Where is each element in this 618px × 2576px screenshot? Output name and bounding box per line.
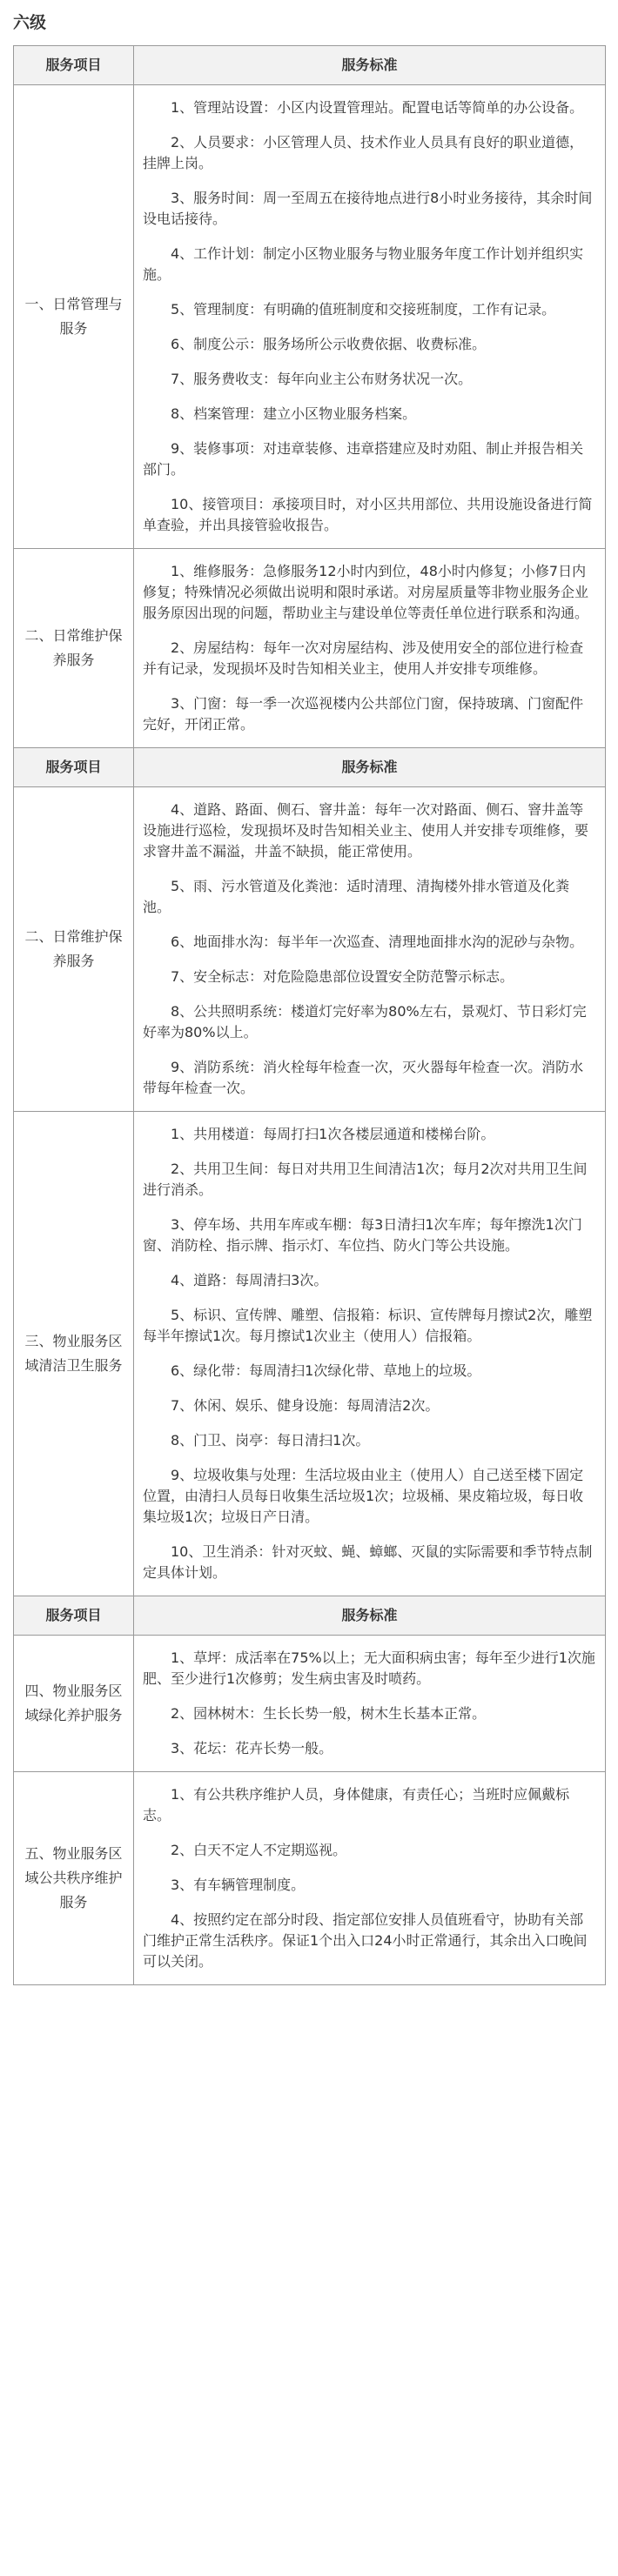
standard-item: 3、停车场、共用车库或车棚：每3日清扫1次车库；每年擦洗1次门窗、消防栓、指示牌、指示灯、车位挡、防火门等公共设施。 — [143, 1216, 582, 1254]
header-service-standard: 服务标准 — [134, 46, 606, 85]
service-category: 二、日常维护保养服务 — [14, 787, 134, 1112]
header-row — [14, 1596, 606, 1636]
service-standard-list — [134, 787, 606, 1112]
standard-item: 6、制度公示：服务场所公示收费依据、收费标准。 — [171, 336, 487, 352]
service-standard-list — [134, 1112, 606, 1596]
section-row — [14, 85, 606, 549]
standard-item: 2、人员要求：小区管理人员、技术作业人员具有良好的职业道德，挂牌上岗。 — [143, 134, 584, 171]
table-body — [14, 46, 606, 1985]
header-service-item: 服务项目 — [14, 46, 134, 85]
service-standard-list — [134, 1636, 606, 1772]
service-category: 五、物业服务区域公共秩序维护服务 — [14, 1772, 134, 1985]
standard-item: 1、共用楼道：每周打扫1次各楼层通道和楼梯台阶。 — [171, 1126, 495, 1142]
service-standard-table — [13, 45, 606, 1985]
header-row — [14, 46, 606, 85]
standard-item: 5、标识、宣传牌、雕塑、信报箱：标识、宣传牌每月擦试2次，雕塑每半年擦试1次。每月擦试1次业主（使用人）信报箱。 — [143, 1307, 593, 1344]
standard-item: 1、维修服务：急修服务12小时内到位，48小时内修复；小修7日内修复；特殊情况必须做出说明和限时承诺。对房屋质量等非物业服务企业服务原因出现的问题，帮助业主与建设单位等责任单位进行联系和沟通。 — [143, 563, 589, 621]
standard-item: 4、道路：每周清扫3次。 — [171, 1272, 328, 1288]
standard-item: 6、地面排水沟：每半年一次巡查、清理地面排水沟的泥砂与杂物。 — [171, 933, 584, 950]
standard-item: 3、服务时间：周一至周五在接待地点进行8小时业务接待，其余时间设电话接待。 — [143, 190, 593, 227]
standard-item: 2、白天不定人不定期巡视。 — [171, 1842, 347, 1858]
standard-item: 4、道路、路面、侧石、窨井盖：每年一次对路面、侧石、窨井盖等设施进行巡检，发现损坏及时告知相关业主、使用人并安排专项维修，要求窨井盖不漏溢，井盖不缺损，能正常使用。 — [143, 801, 589, 860]
standard-item: 7、服务费收支：每年向业主公布财务状况一次。 — [171, 371, 473, 387]
header-service-item: 服务项目 — [14, 1596, 134, 1636]
header-row — [14, 748, 606, 787]
standard-item: 4、按照约定在部分时段、指定部位安排人员值班看守，协助有关部门维护正常生活秩序。保证1个出入口24小时正常通行，其余出入口晚间可以关闭。 — [143, 1911, 588, 1970]
service-standard-list — [134, 85, 606, 549]
standard-item: 7、安全标志：对危险隐患部位设置安全防范警示标志。 — [171, 968, 514, 985]
service-category: 一、日常管理与服务 — [14, 85, 134, 549]
standard-item: 1、有公共秩序维护人员，身体健康，有责任心；当班时应佩戴标志。 — [143, 1786, 570, 1823]
standard-item: 8、门卫、岗亭：每日清扫1次。 — [171, 1432, 370, 1449]
service-standard-list — [134, 1772, 606, 1985]
standard-item: 2、房屋结构：每年一次对房屋结构、涉及使用安全的部位进行检查并有记录，发现损坏及时告知相关业主，使用人并安排专项维修。 — [143, 639, 584, 677]
standard-item: 3、有车辆管理制度。 — [171, 1877, 306, 1893]
standard-item: 8、档案管理：建立小区物业服务档案。 — [171, 405, 417, 422]
standard-item: 5、管理制度：有明确的值班制度和交接班制度，工作有记录。 — [171, 301, 556, 318]
standard-item: 10、卫生消杀：针对灭蚊、蝇、蟑螂、灭鼠的实际需要和季节特点制定具体计划。 — [143, 1543, 593, 1581]
service-category: 二、日常维护保养服务 — [14, 549, 134, 748]
standard-item: 3、门窗：每一季一次巡视楼内公共部位门窗，保持玻璃、门窗配件完好，开闭正常。 — [143, 695, 584, 733]
standard-item: 4、工作计划：制定小区物业服务与物业服务年度工作计划并组织实施。 — [143, 245, 584, 283]
standard-item: 8、公共照明系统：楼道灯完好率为80%左右，景观灯、节日彩灯完好率为80%以上。 — [143, 1003, 587, 1040]
standard-item: 1、草坪：成活率在75%以上；无大面积病虫害；每年至少进行1次施肥、至少进行1次修剪；发生病虫害及时喷药。 — [143, 1649, 595, 1687]
standard-item: 5、雨、污水管道及化粪池：适时清理、清掏楼外排水管道及化粪池。 — [143, 878, 570, 915]
standard-item: 6、绿化带：每周清扫1次绿化带、草地上的垃圾。 — [171, 1362, 481, 1379]
header-service-standard: 服务标准 — [134, 748, 606, 787]
level-title: 六级 — [13, 13, 47, 32]
header-service-item: 服务项目 — [14, 748, 134, 787]
section-row — [14, 549, 606, 748]
standard-item: 3、花坛：花卉长势一般。 — [171, 1740, 333, 1756]
standard-item: 9、装修事项：对违章装修、违章搭建应及时劝阻、制止并报告相关部门。 — [143, 440, 584, 478]
section-row — [14, 787, 606, 1112]
service-category: 三、物业服务区域清洁卫生服务 — [14, 1112, 134, 1596]
section-row — [14, 1772, 606, 1985]
standard-item: 2、共用卫生间：每日对共用卫生间清洁1次；每月2次对共用卫生间进行消杀。 — [143, 1161, 588, 1198]
standard-item: 2、园林树木：生长长势一般，树木生长基本正常。 — [171, 1705, 487, 1722]
service-standard-list — [134, 549, 606, 748]
standard-item: 1、管理站设置：小区内设置管理站。配置电话等简单的办公设备。 — [171, 99, 584, 116]
section-row — [14, 1112, 606, 1596]
standard-item: 9、消防系统：消火栓每年检查一次，灭火器每年检查一次。消防水带每年检查一次。 — [143, 1059, 584, 1096]
standard-item: 10、接管项目：承接项目时，对小区共用部位、共用设施设备进行简单查验，并出具接管验收报告。 — [143, 496, 593, 533]
section-row — [14, 1636, 606, 1772]
service-category: 四、物业服务区域绿化养护服务 — [14, 1636, 134, 1772]
header-service-standard: 服务标准 — [134, 1596, 606, 1636]
standard-item: 7、休闲、娱乐、健身设施：每周清洁2次。 — [171, 1397, 440, 1414]
standard-item: 9、垃圾收集与处理：生活垃圾由业主（使用人）自己送至楼下固定位置，由清扫人员每日收集生活垃圾1次；垃圾桶、果皮箱垃圾，每日收集垃圾1次；垃圾日产日清。 — [143, 1467, 584, 1525]
